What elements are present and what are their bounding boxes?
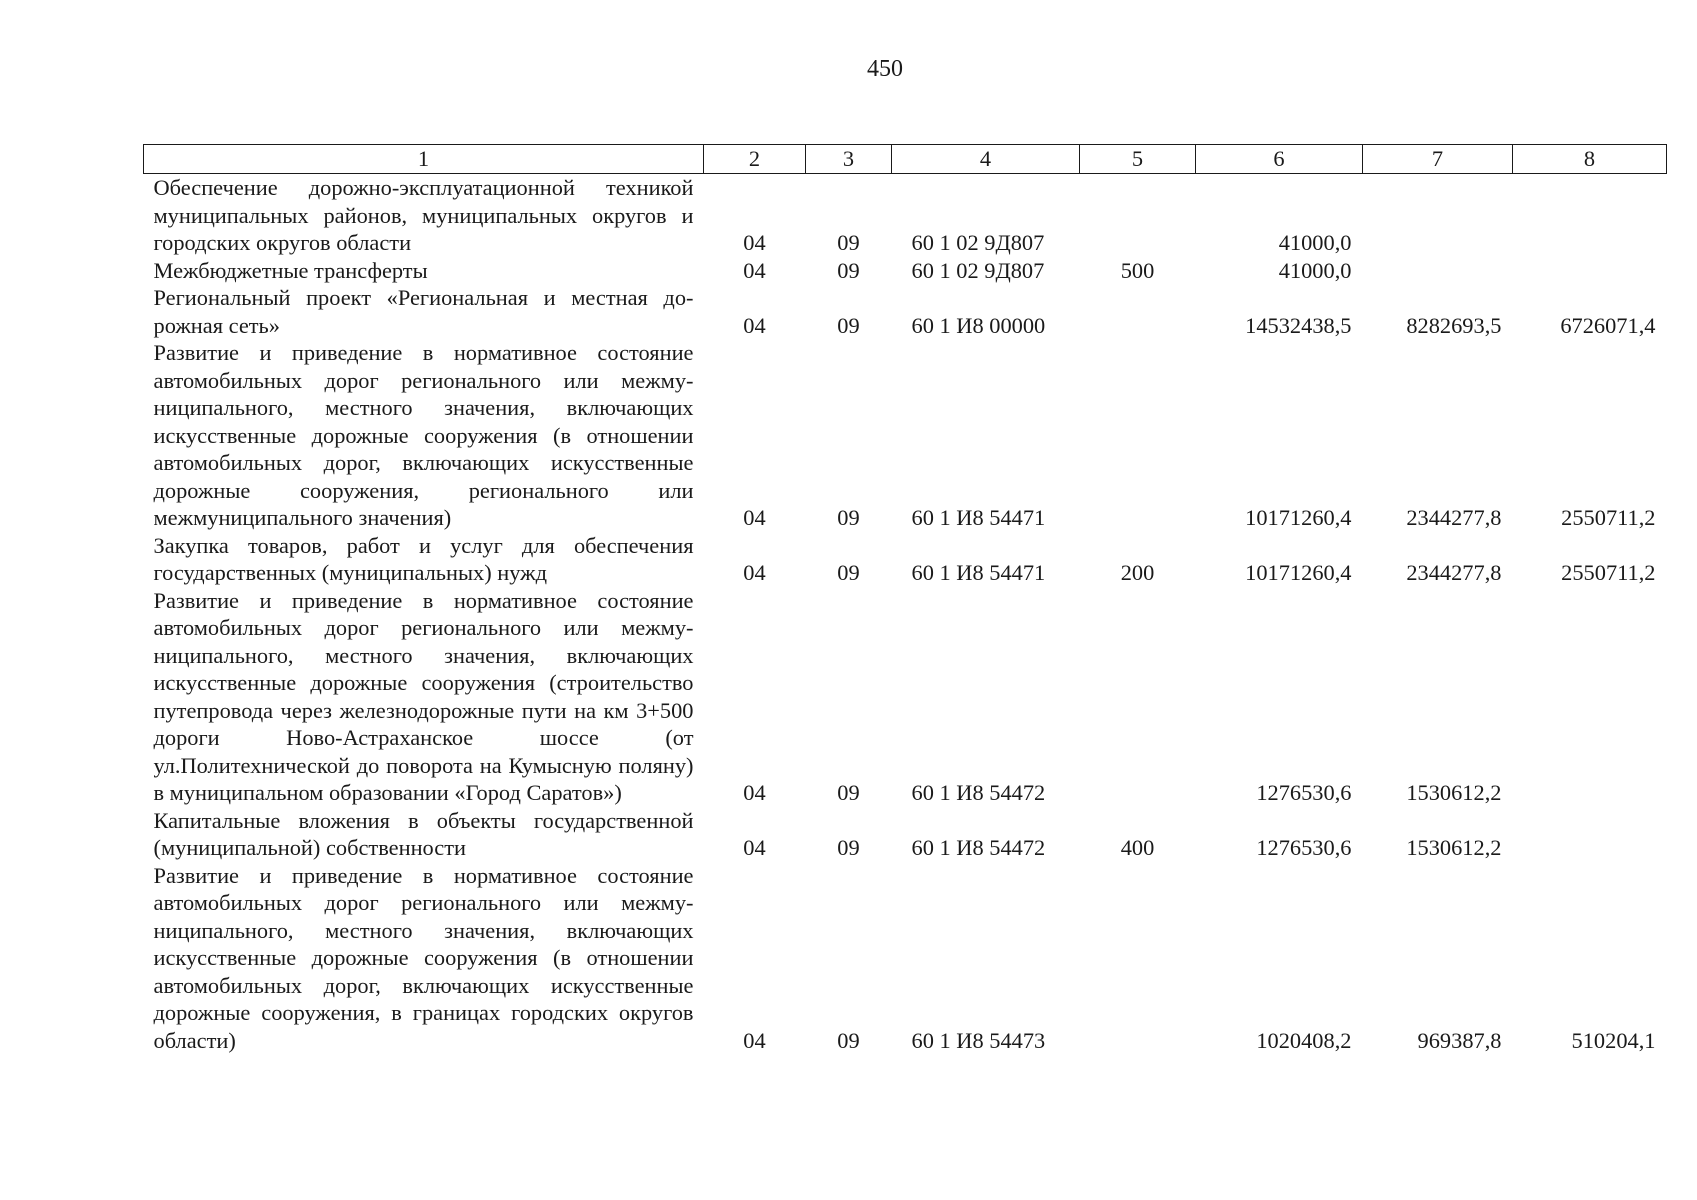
row-expense-type [1080, 174, 1196, 257]
row-target-item: 60 1 02 9Д807 [911, 230, 1045, 255]
column-header: 7 [1363, 145, 1513, 174]
row-amount-col7: 969387,8 [1417, 1027, 1502, 1053]
header-row [144, 145, 1667, 174]
row-description: Капитальные вложения в объекты государственной (муниципальной) собственности [153, 807, 694, 860]
row-description: Межбюджетные трансферты [153, 257, 428, 283]
column-header: 5 [1080, 145, 1196, 174]
row-expense-type [1080, 284, 1196, 339]
row-subsection: 09 [837, 257, 860, 283]
row-amount-col6: 41000,0 [1278, 257, 1352, 283]
row-subsection: 09 [837, 505, 860, 530]
row-subsection: 09 [837, 780, 860, 805]
row-amount-col8: 2550711,2 [1561, 560, 1656, 585]
row-description: Закупка товаров, работ и услуг для обеспечения государственных (муниципальных) нужд [153, 532, 694, 585]
row-amount-col6: 1276530,6 [1256, 835, 1352, 860]
row-amount-col7 [1363, 174, 1513, 257]
row-amount-col6: 10171260,4 [1245, 560, 1352, 585]
row-subsection: 09 [837, 835, 860, 860]
row-description: Региональный проект «Региональная и местная дорожная сеть» [153, 285, 694, 338]
row-amount-col6: 41000,0 [1278, 230, 1352, 255]
row-amount-col6: 1020408,2 [1256, 1027, 1352, 1053]
column-header: 6 [1196, 145, 1363, 174]
row-target-item: 60 1 И8 54473 [911, 1027, 1046, 1053]
row-amount-col8 [1513, 807, 1667, 862]
row-amount-col6: 10171260,4 [1245, 505, 1352, 530]
row-amount-col8 [1513, 174, 1667, 257]
row-subsection: 09 [837, 312, 860, 338]
row-amount-col7: 8282693,5 [1406, 312, 1502, 338]
table-body [144, 174, 1667, 1055]
row-section: 04 [743, 312, 766, 338]
row-amount-col8: 510204,1 [1571, 1027, 1656, 1053]
row-amount-col8 [1513, 587, 1667, 807]
row-amount-col7: 2344277,8 [1406, 560, 1502, 585]
table-row [144, 532, 1667, 587]
row-target-item: 60 1 И8 54472 [911, 835, 1046, 860]
column-header: 2 [704, 145, 806, 174]
row-description: Обеспечение дорожно-эксплуатационной техникой муниципальных районов, муниципальных округов и городских округов области [153, 175, 694, 255]
column-header: 3 [806, 145, 892, 174]
row-amount-col7: 1530612,2 [1406, 835, 1502, 860]
table-row [144, 257, 1667, 285]
page-number: 450 [867, 56, 903, 82]
row-amount-col7: 2344277,8 [1406, 505, 1502, 530]
table-row [144, 339, 1667, 532]
row-section: 04 [743, 835, 766, 860]
row-amount-col7 [1363, 257, 1513, 285]
row-amount-col8 [1513, 257, 1667, 285]
row-target-item: 60 1 И8 54471 [911, 560, 1046, 585]
row-section: 04 [743, 560, 766, 585]
row-amount-col6: 14532438,5 [1245, 312, 1352, 338]
row-expense-type: 200 [1120, 560, 1155, 585]
budget-table [143, 144, 1667, 1054]
row-amount-col8: 6726071,4 [1560, 312, 1656, 338]
row-subsection: 09 [837, 230, 860, 255]
row-description: Развитие и приведение в нормативное состояние автомобильных дорог регионального или межмуниципального, местного значения, включающих искусственные дорожные сооружения (строительство путепровода через железнодорожные пути на км 3+500 дороги Ново-Астраханское шоссе (от ул.Политехнической до поворота на Кумысную поляну) в муниципальном образовании «Город Саратов») [153, 587, 694, 805]
row-expense-type: 400 [1120, 835, 1155, 860]
table-row [144, 174, 1667, 257]
row-expense-type [1080, 339, 1196, 532]
table-row [144, 284, 1667, 339]
table-header [144, 145, 1667, 174]
row-expense-type: 500 [1120, 257, 1155, 283]
row-section: 04 [743, 230, 766, 255]
row-expense-type [1080, 587, 1196, 807]
row-section: 04 [743, 505, 766, 530]
row-expense-type [1080, 862, 1196, 1055]
table-row [144, 807, 1667, 862]
row-target-item: 60 1 02 9Д807 [911, 257, 1045, 283]
row-subsection: 09 [837, 1027, 860, 1053]
row-target-item: 60 1 И8 00000 [911, 312, 1046, 338]
column-header: 1 [144, 145, 704, 174]
row-section: 04 [743, 257, 766, 283]
row-amount-col6: 1276530,6 [1256, 780, 1352, 805]
column-header: 4 [892, 145, 1080, 174]
row-target-item: 60 1 И8 54471 [911, 505, 1046, 530]
row-subsection: 09 [837, 560, 860, 585]
row-description: Развитие и приведение в нормативное состояние автомобильных дорог регионального или межмуниципального, местного значения, включающих искусственные дорожные сооружения (в отношении автомобильных дорог, включающих искусственные дорожные сооружения, регионального или межмуниципального значения) [153, 340, 694, 530]
row-amount-col7: 1530612,2 [1406, 780, 1502, 805]
row-amount-col8: 2550711,2 [1561, 505, 1656, 530]
row-target-item: 60 1 И8 54472 [911, 780, 1046, 805]
row-description: Развитие и приведение в нормативное состояние автомобильных дорог регионального или межмуниципального, местного значения, включающих искусственные дорожные сооружения (в отношении автомобильных дорог, включающих искусственные дорожные сооружения, в границах городских округов области) [153, 862, 694, 1053]
table-row [144, 862, 1667, 1055]
row-section: 04 [743, 780, 766, 805]
column-header: 8 [1513, 145, 1667, 174]
row-section: 04 [743, 1027, 766, 1053]
table-row [144, 587, 1667, 807]
